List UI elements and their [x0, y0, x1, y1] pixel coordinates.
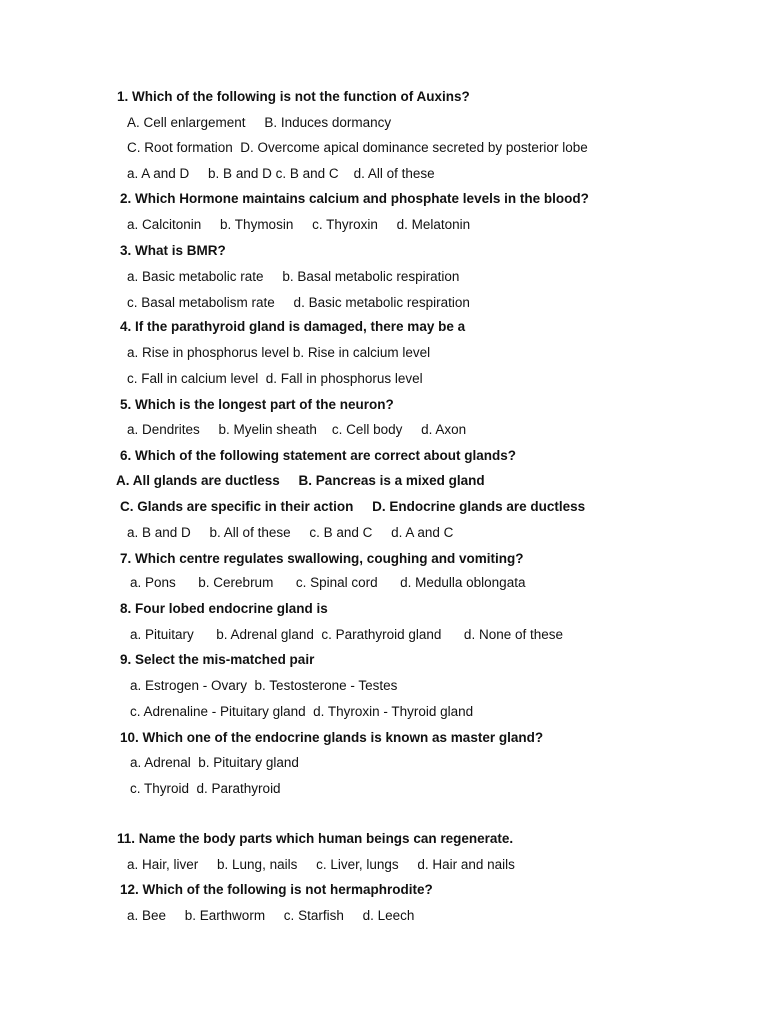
- question-5-answers: a. Dendrites b. Myelin sheath c. Cell body d. Axon: [127, 422, 467, 437]
- question-8-answers: a. Pituitary b. Adrenal gland c. Parathyroid gland d. None of these: [130, 627, 564, 642]
- question-9-answers-line-1: a. Estrogen - Ovary b. Testosterone - Testes: [130, 678, 398, 693]
- question-10: 10. Which one of the endocrine glands is known as master gland?: [120, 730, 544, 745]
- question-7: 7. Which centre regulates swallowing, coughing and vomiting?: [120, 551, 524, 566]
- question-2-answers: a. Calcitonin b. Thymosin c. Thyroxin d. Melatonin: [127, 217, 471, 232]
- question-12-answers: a. Bee b. Earthworm c. Starfish d. Leech: [127, 908, 415, 923]
- question-6-answers: a. B and D b. All of these c. B and C d. A and C: [127, 525, 454, 540]
- question-1-answers: a. A and D b. B and D c. B and C d. All of these: [127, 166, 435, 181]
- question-1-options-line-1: A. Cell enlargement B. Induces dormancy: [127, 115, 392, 130]
- question-11: 11. Name the body parts which human beings can regenerate.: [117, 831, 514, 846]
- question-8: 8. Four lobed endocrine gland is: [120, 601, 328, 616]
- question-3-answers-line-1: a. Basic metabolic rate b. Basal metabolic respiration: [127, 269, 460, 284]
- question-4: 4. If the parathyroid gland is damaged, there may be a: [120, 319, 466, 334]
- question-11-answers: a. Hair, liver b. Lung, nails c. Liver, lungs d. Hair and nails: [127, 857, 515, 872]
- question-4-answers-line-2: c. Fall in calcium level d. Fall in phosphorus level: [127, 371, 423, 386]
- question-3: 3. What is BMR?: [120, 243, 226, 258]
- question-12: 12. Which of the following is not hermaphrodite?: [120, 882, 433, 897]
- question-3-answers-line-2: c. Basal metabolism rate d. Basic metabolic respiration: [127, 295, 470, 310]
- question-1: 1. Which of the following is not the function of Auxins?: [117, 89, 470, 104]
- question-6: 6. Which of the following statement are correct about glands?: [120, 448, 517, 463]
- question-10-answers-line-1: a. Adrenal b. Pituitary gland: [130, 755, 299, 770]
- question-4-answers-line-1: a. Rise in phosphorus level b. Rise in calcium level: [127, 345, 431, 360]
- question-6-statements-line-1: A. All glands are ductless B. Pancreas is a mixed gland: [116, 473, 485, 488]
- question-9: 9. Select the mis-matched pair: [120, 652, 315, 667]
- question-10-answers-line-2: c. Thyroid d. Parathyroid: [130, 781, 281, 796]
- question-7-answers: a. Pons b. Cerebrum c. Spinal cord d. Medulla oblongata: [130, 575, 526, 590]
- question-9-answers-line-2: c. Adrenaline - Pituitary gland d. Thyroxin - Thyroid gland: [130, 704, 474, 719]
- question-2: 2. Which Hormone maintains calcium and phosphate levels in the blood?: [120, 191, 589, 206]
- question-6-statements-line-2: C. Glands are specific in their action D. Endocrine glands are ductless: [120, 499, 586, 514]
- question-1-options-line-2: C. Root formation D. Overcome apical dominance secreted by posterior lobe: [127, 140, 588, 155]
- question-5: 5. Which is the longest part of the neuron?: [120, 397, 394, 412]
